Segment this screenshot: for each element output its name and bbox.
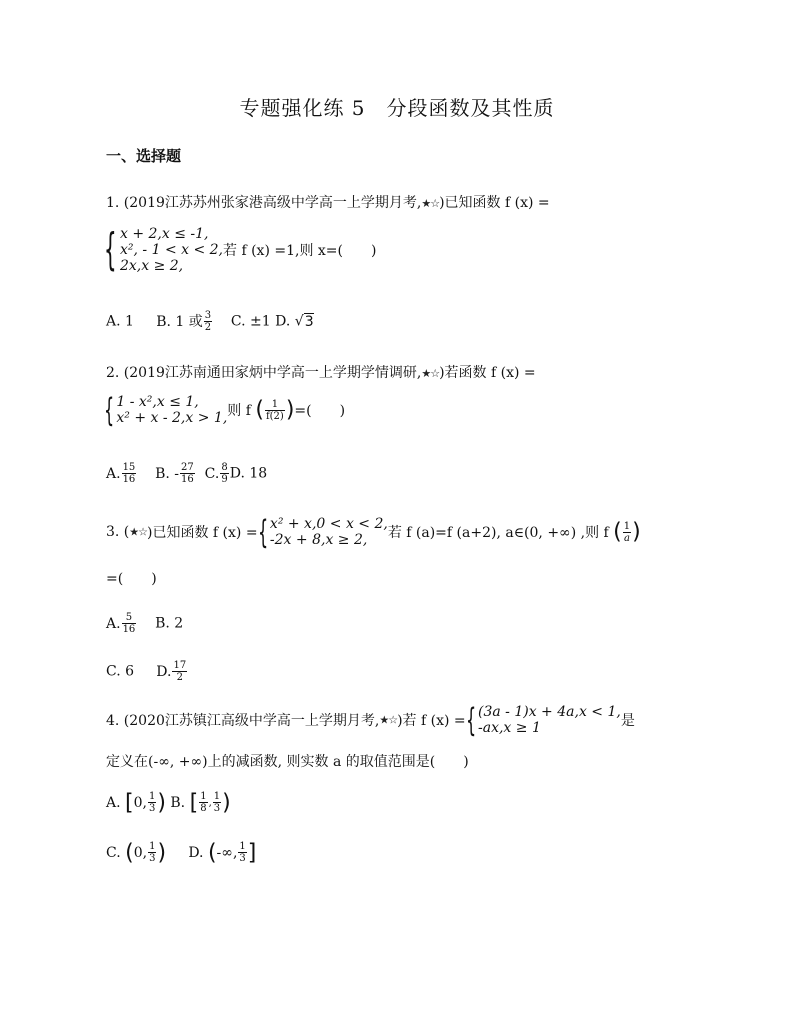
difficulty-star-icon: ★☆	[421, 197, 440, 210]
q4-option-a[interactable]: A. [0, $\frac{1}{3}$ )	[106, 790, 166, 815]
difficulty-star-icon: ★☆	[421, 367, 440, 380]
q4-stem: 4. (2020江苏镇江高级中学高一上学期月考,★☆)若 f (x) ={ (3a - 1)x + 4a,x < 1, -ax,x ≥ 1 是	[106, 701, 635, 739]
q4-options-row2	[106, 840, 256, 865]
left-brace-icon: {	[465, 701, 476, 739]
q1-option-a[interactable]: A. 1	[106, 313, 134, 330]
q1-options	[106, 310, 314, 333]
q2-option-c[interactable]: C. $\frac{8}{9}$	[204, 462, 228, 485]
q3-option-b[interactable]: B. 2	[155, 615, 184, 632]
q2-option-a[interactable]: A. $\frac{15}{16}$	[106, 462, 136, 485]
q2-option-d[interactable]: D. 18	[229, 465, 268, 482]
left-brace-icon: {	[104, 224, 117, 275]
q1-option-b[interactable]: B. 1 或 $\frac{3}{2}$	[156, 310, 212, 333]
q4-option-c[interactable]: C. (0, $\frac{1}{3}$ )	[106, 840, 167, 865]
q3-stem: 3. (★☆)已知函数 f (x) ={ x² + x,0 < x < 2, -2x + 8,x ≥ 2, 若 f (a)=f (a+2), a∈(0, +∞) ,则 f ( $\frac{1}{a}$ )	[106, 513, 641, 551]
q4-option-b[interactable]: B. [ $\frac{1}{8}$ , $\frac{1}{3}$ )	[170, 790, 231, 815]
q3-cases: x² + x,0 < x < 2, -2x + 8,x ≥ 2,	[269, 516, 388, 548]
q3-option-c[interactable]: C. 6	[106, 663, 135, 680]
page-title: 专题强化练 5 分段函数及其性质	[239, 96, 555, 120]
q1-piecewise: { x + 2,x ≤ -1, x², - 1 < x < 2, 2x,x ≥ 2, 若 f (x) =1,则 x=( )	[104, 224, 377, 275]
q4-stem-line2: 定义在(-∞, +∞)上的减函数, 则实数 a 的取值范围是( )	[106, 754, 469, 770]
q3-option-a[interactable]: A. $\frac{5}{16}$	[106, 612, 136, 635]
q1-cases: x + 2,x ≤ -1, x², - 1 < x < 2, 2x,x ≥ 2,	[120, 226, 224, 274]
q2-piecewise: { 1 - x²,x ≤ 1, x² + x - 2,x > 1, 则 f ( $\frac{1}{f(2)}$ )=( )	[104, 391, 346, 429]
q3-answer-blank: =( )	[106, 571, 157, 587]
q1-option-c[interactable]: C. ±1	[230, 313, 271, 330]
left-brace-icon: {	[104, 391, 115, 429]
difficulty-star-icon: ★☆	[379, 713, 398, 727]
sqrt-icon: √3	[294, 313, 314, 330]
q2-options	[106, 462, 267, 485]
q1-option-d[interactable]: D. √3	[275, 313, 314, 330]
section-heading: 一、选择题	[106, 147, 182, 165]
q4-cases: (3a - 1)x + 4a,x < 1, -ax,x ≥ 1	[478, 704, 621, 736]
q2-cases: 1 - x²,x ≤ 1, x² + x - 2,x > 1,	[116, 394, 228, 426]
q2-stem: 2. (2019江苏南通田家炳中学高一上学期学情调研,★☆)若函数 f (x) =	[106, 365, 536, 381]
q4-option-d[interactable]: D. (-∞, $\frac{1}{3}$ ]	[188, 840, 257, 865]
q3-option-d[interactable]: D. $\frac{17}{2}$	[156, 660, 187, 683]
q3-options-row1	[106, 612, 183, 635]
left-brace-icon: {	[257, 513, 268, 551]
q2-option-b[interactable]: B. - $\frac{27}{16}$	[155, 462, 194, 485]
difficulty-star-icon: ★☆	[129, 525, 148, 539]
q3-options-row2	[106, 660, 188, 683]
q4-options-row1	[106, 790, 231, 815]
q1-stem: 1. (2019江苏苏州张家港高级中学高一上学期月考,★☆)已知函数 f (x) =	[106, 195, 550, 211]
